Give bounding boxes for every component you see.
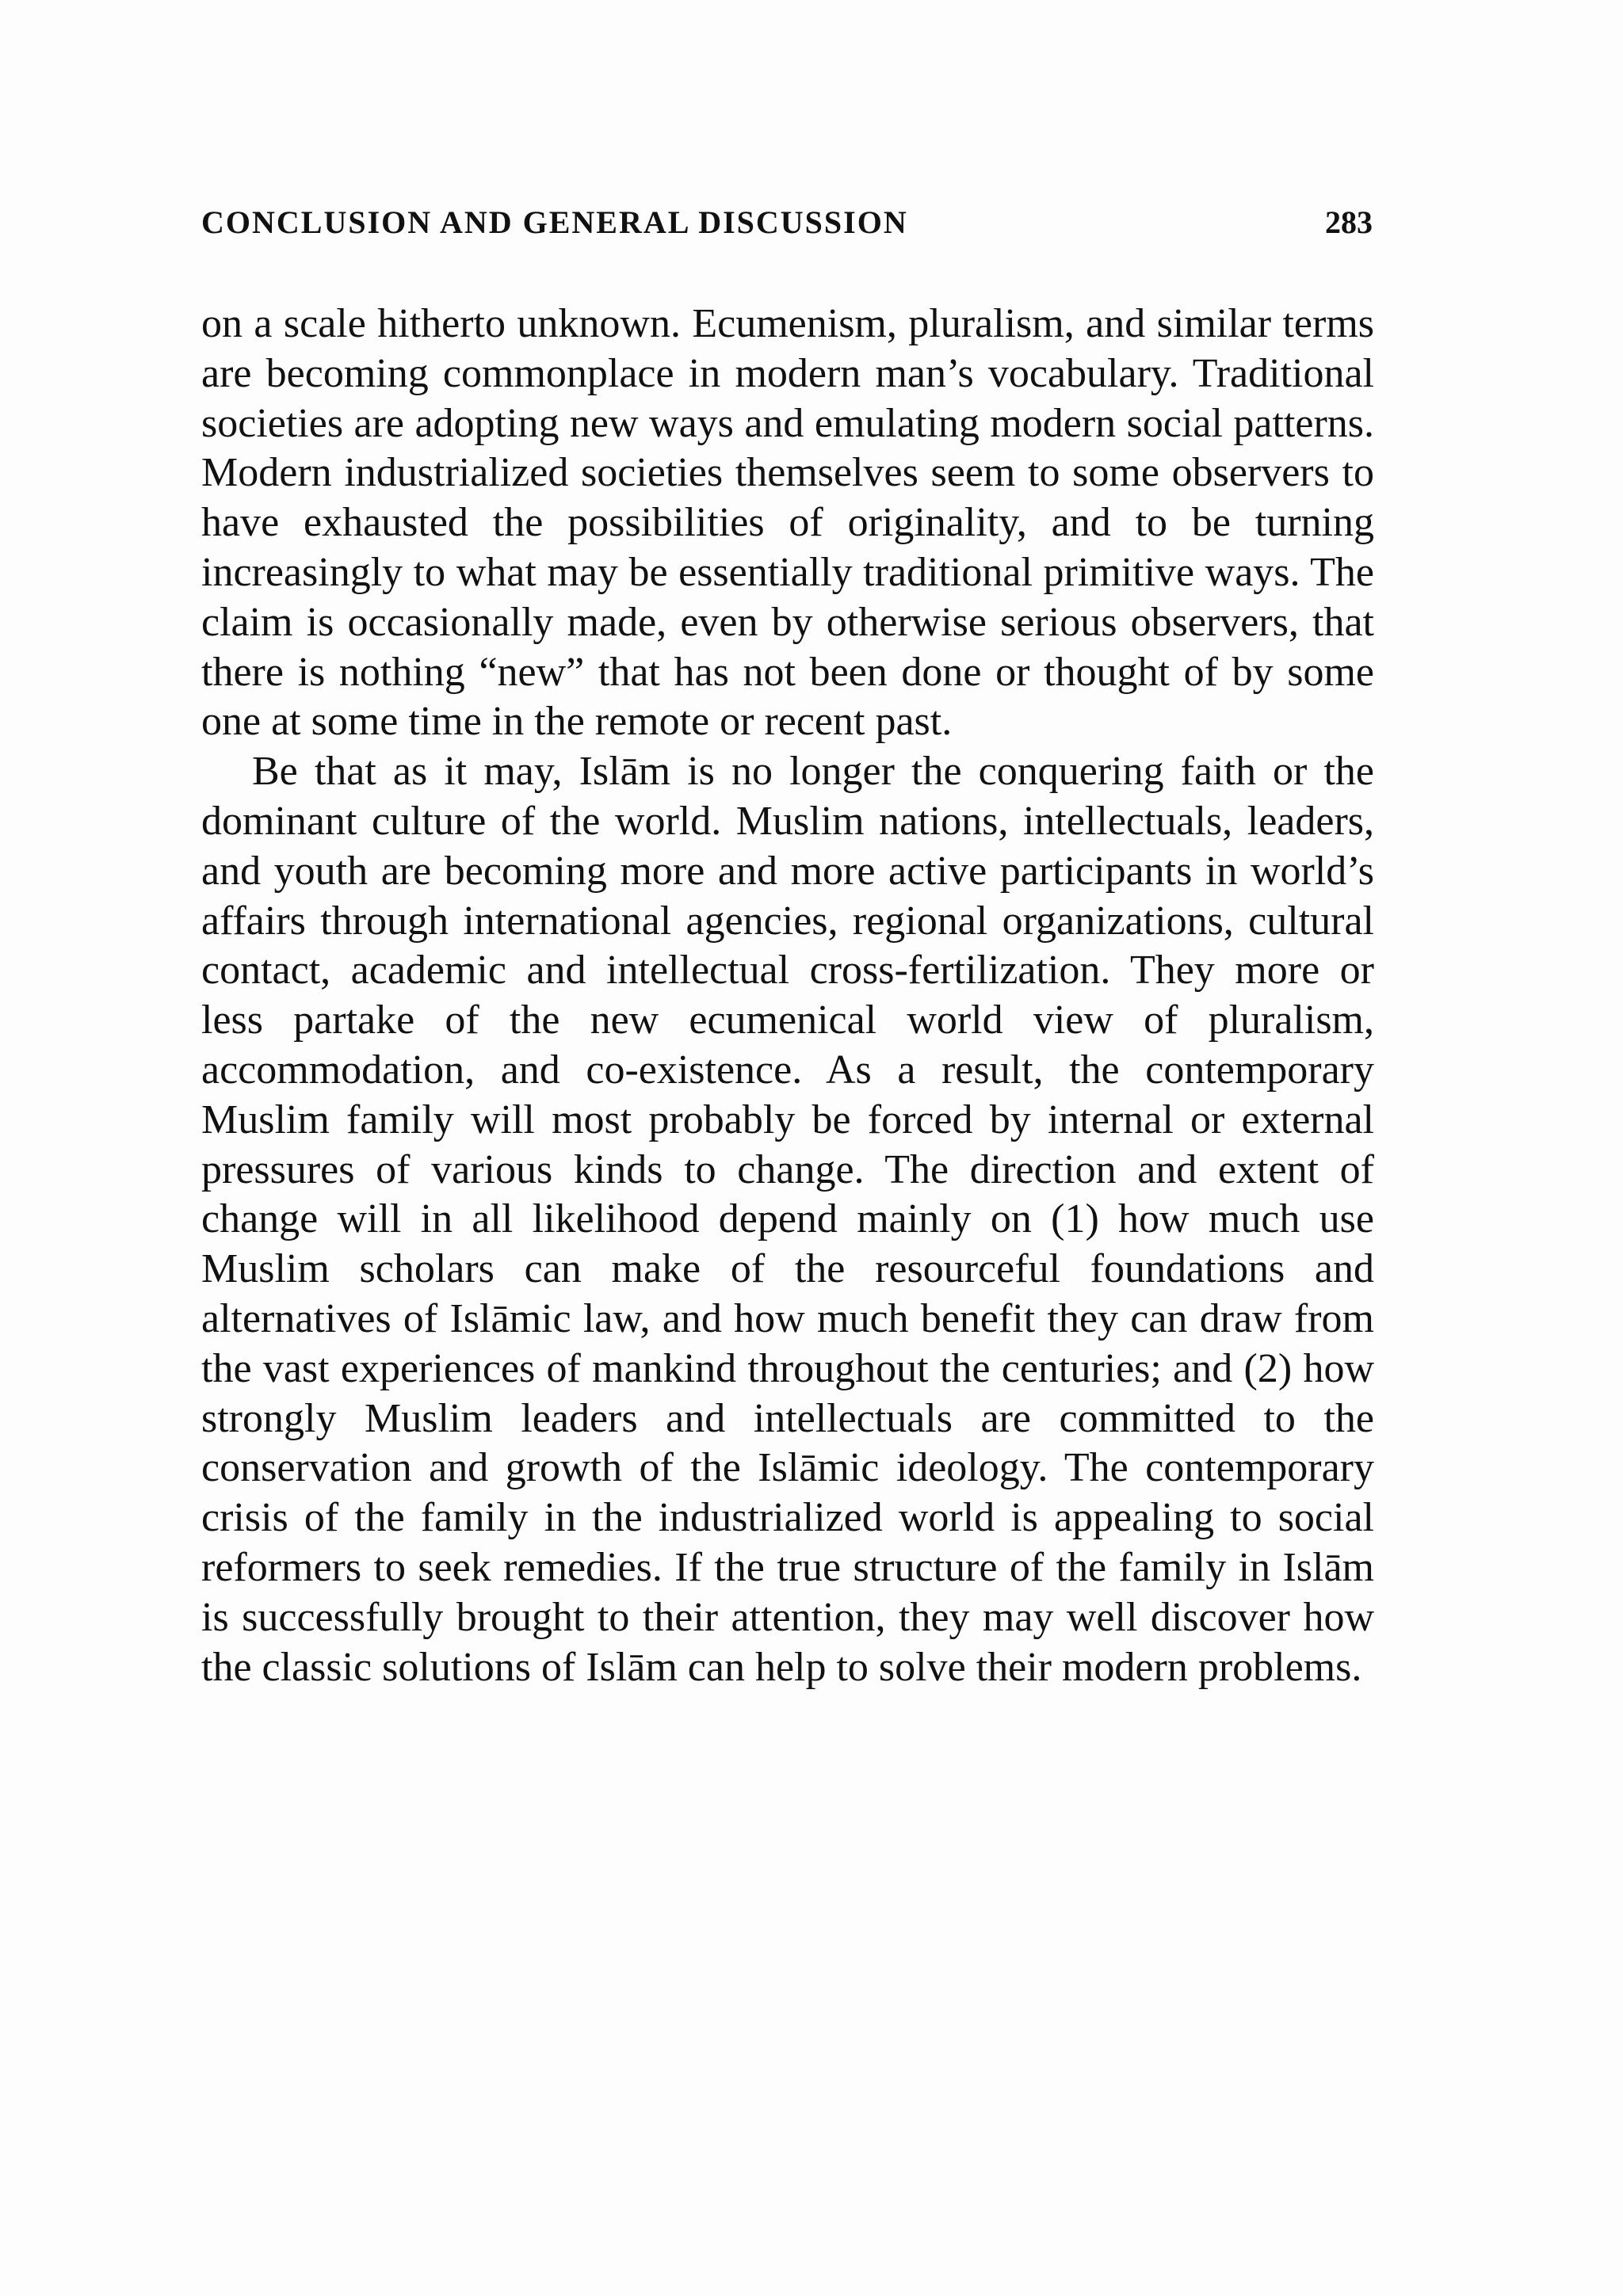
body-text	[201, 299, 1374, 1692]
page-number: 283	[1325, 204, 1373, 240]
running-head-title: CONCLUSION AND GENERAL DISCUSSION	[201, 204, 908, 240]
running-head	[201, 202, 1373, 242]
paragraph-continued: on a scale hitherto unknown. Ecumenism, pluralism, and similar terms are becoming commonplace in modern man’s vocabulary. Traditional societies are adopting new ways and emulating modern social patterns. Modern industrialized societies themselves seem to some observers to have exhausted the possibilities of originality, and to be turning increasingly to what may be essentially traditional primitive ways. The claim is occasionally made, even by otherwise serious observers, that there is nothing “new” that has not been done or thought of by some one at some time in the remote or recent past.	[201, 301, 1374, 745]
paragraph: Be that as it may, Islām is no longer the conquering faith or the dominant culture of the world. Muslim nations, intellectuals, leaders, and youth are becoming more and more active participants in world’s affairs through international agencies, regional organizations, cultural contact, academic and intellectual cross-fertilization. They more or less partake of the new ecumenical world view of pluralism, accommodation, and co-existence. As a result, the contemporary Muslim family will most probably be forced by internal or external pressures of various kinds to change. The direction and extent of change will in all likelihood depend mainly on (1) how much use Muslim scholars can make of the resourceful foundations and alternatives of Islāmic law, and how much benefit they can draw from the vast experiences of mankind throughout the centuries; and (2) how strongly Muslim leaders and intellectuals are committed to the conservation and growth of the Islāmic ideology. The contemporary crisis of the family in the industrialized world is appealing to social reformers to seek remedies. If the true structure of the family in Islām is successfully brought to their attention, they may well discover how the classic solutions of Islām can help to solve their modern problems.	[201, 749, 1374, 1690]
